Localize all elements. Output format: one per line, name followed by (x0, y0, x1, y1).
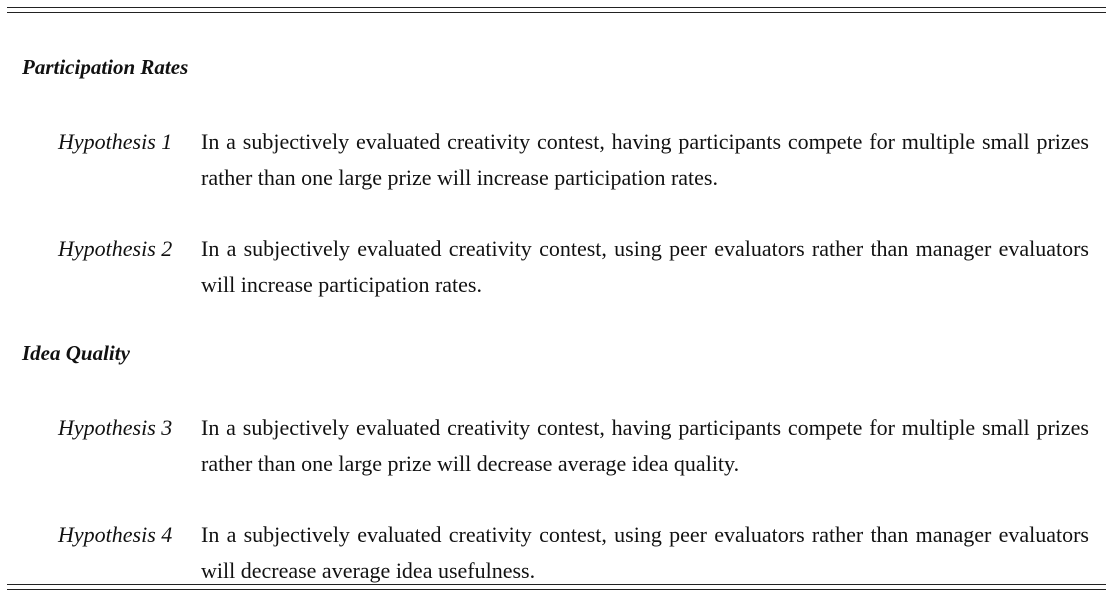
hypothesis-text: In a subjectively evaluated creativity contest, using peer evaluators rather than manager evaluators will decrease average idea usefulness. (201, 522, 1089, 583)
section-heading-participation-rates: Participation Rates (22, 55, 189, 79)
bottom-rule-inner (7, 584, 1106, 585)
hypothesis-label: Hypothesis 1 (58, 129, 173, 154)
hypothesis-label: Hypothesis 2 (58, 236, 173, 261)
hypothesis-label: Hypothesis 3 (58, 415, 173, 440)
hypothesis-text: In a subjectively evaluated creativity contest, having participants compete for multiple small prizes rather than one large prize will increase participation rates. (201, 129, 1089, 190)
section-heading-idea-quality: Idea Quality (22, 341, 130, 365)
hypothesis-label: Hypothesis 4 (58, 522, 173, 547)
top-rule-outer (7, 7, 1106, 8)
top-rule-inner (7, 12, 1106, 13)
hypothesis-text: In a subjectively evaluated creativity contest, having participants compete for multiple small prizes rather than one large prize will decrease average idea quality. (201, 415, 1089, 476)
bottom-rule-outer (7, 589, 1106, 590)
hypothesis-text: In a subjectively evaluated creativity contest, using peer evaluators rather than manager evaluators will increase participation rates. (201, 236, 1089, 297)
